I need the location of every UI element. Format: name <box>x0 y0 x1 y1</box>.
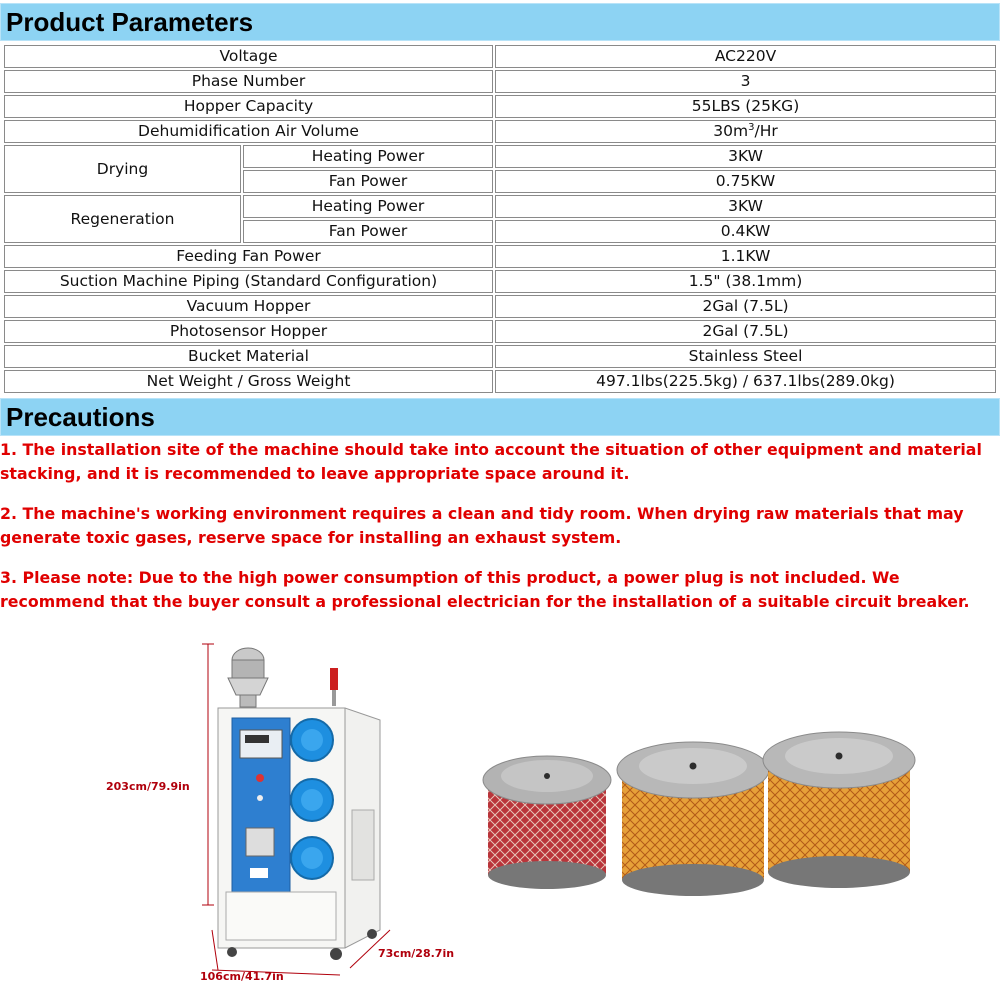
product-parameters-header <box>0 3 1000 41</box>
param-label: Bucket Material <box>4 345 493 368</box>
table-row <box>4 370 996 393</box>
param-value: 3 <box>495 70 996 93</box>
dryer-machine-image <box>100 630 455 985</box>
table-row <box>4 295 996 318</box>
table-row <box>4 345 996 368</box>
precaution-item: 2. The machine's working environment requires a clean and tidy room. When drying raw materials that may generate toxic gases, reserve space for installing an exhaust system. <box>0 504 964 547</box>
param-label: Heating Power <box>243 195 493 218</box>
param-value: 0.75KW <box>495 170 996 193</box>
table-row <box>4 270 996 293</box>
param-value: 1.5" (38.1mm) <box>495 270 996 293</box>
table-row <box>4 120 996 143</box>
precautions-header <box>0 398 1000 436</box>
param-value: Stainless Steel <box>495 345 996 368</box>
param-label: Fan Power <box>243 220 493 243</box>
param-label: Hopper Capacity <box>4 95 493 118</box>
precaution-item: 3. Please note: Due to the high power consumption of this product, a power plug is not included. We recommend that the buyer consult a professional electrician for the installation of a suitable circuit breaker. <box>0 568 970 611</box>
section-title: Precautions <box>6 402 155 432</box>
table-row <box>4 95 996 118</box>
dehum-number: 30m <box>713 122 749 140</box>
width-dimension: 106cm/41.7in <box>200 970 284 983</box>
param-value: 0.4KW <box>495 220 996 243</box>
param-label: Feeding Fan Power <box>4 245 493 268</box>
precaution-item: 1. The installation site of the machine should take into account the situation of other equipment and material stacking, and it is recommended to leave appropriate space around it. <box>0 440 982 483</box>
param-label: Dehumidification Air Volume <box>4 120 493 143</box>
depth-dimension: 73cm/28.7in <box>378 947 455 960</box>
param-label: Fan Power <box>243 170 493 193</box>
table-row <box>4 70 996 93</box>
parameters-table <box>2 43 998 395</box>
table-row <box>4 320 996 343</box>
group-label-regeneration: Regeneration <box>4 195 241 243</box>
air-filters-image <box>470 730 930 905</box>
param-value: 3KW <box>495 195 996 218</box>
table-row <box>4 195 996 218</box>
param-label: Net Weight / Gross Weight <box>4 370 493 393</box>
param-label: Phase Number <box>4 70 493 93</box>
param-value: AC220V <box>495 45 996 68</box>
table-row <box>4 145 996 168</box>
param-label: Photosensor Hopper <box>4 320 493 343</box>
dehum-unit: /Hr <box>754 122 778 140</box>
table-row <box>4 45 996 68</box>
param-label: Voltage <box>4 45 493 68</box>
height-dimension: 203cm/79.9in <box>106 780 190 793</box>
param-label: Vacuum Hopper <box>4 295 493 318</box>
param-value: 2Gal (7.5L) <box>495 295 996 318</box>
group-label-drying: Drying <box>4 145 241 193</box>
param-value: 497.1lbs(225.5kg) / 637.1lbs(289.0kg) <box>495 370 996 393</box>
param-label: Suction Machine Piping (Standard Configuration) <box>4 270 493 293</box>
param-value: 2Gal (7.5L) <box>495 320 996 343</box>
param-label: Heating Power <box>243 145 493 168</box>
section-title: Product Parameters <box>6 7 254 37</box>
param-value: 1.1KW <box>495 245 996 268</box>
table-row <box>4 245 996 268</box>
param-value: 3KW <box>495 145 996 168</box>
dehum-superscript: 3 <box>748 121 755 133</box>
param-value: 55LBS (25KG) <box>495 95 996 118</box>
param-value <box>495 120 996 143</box>
